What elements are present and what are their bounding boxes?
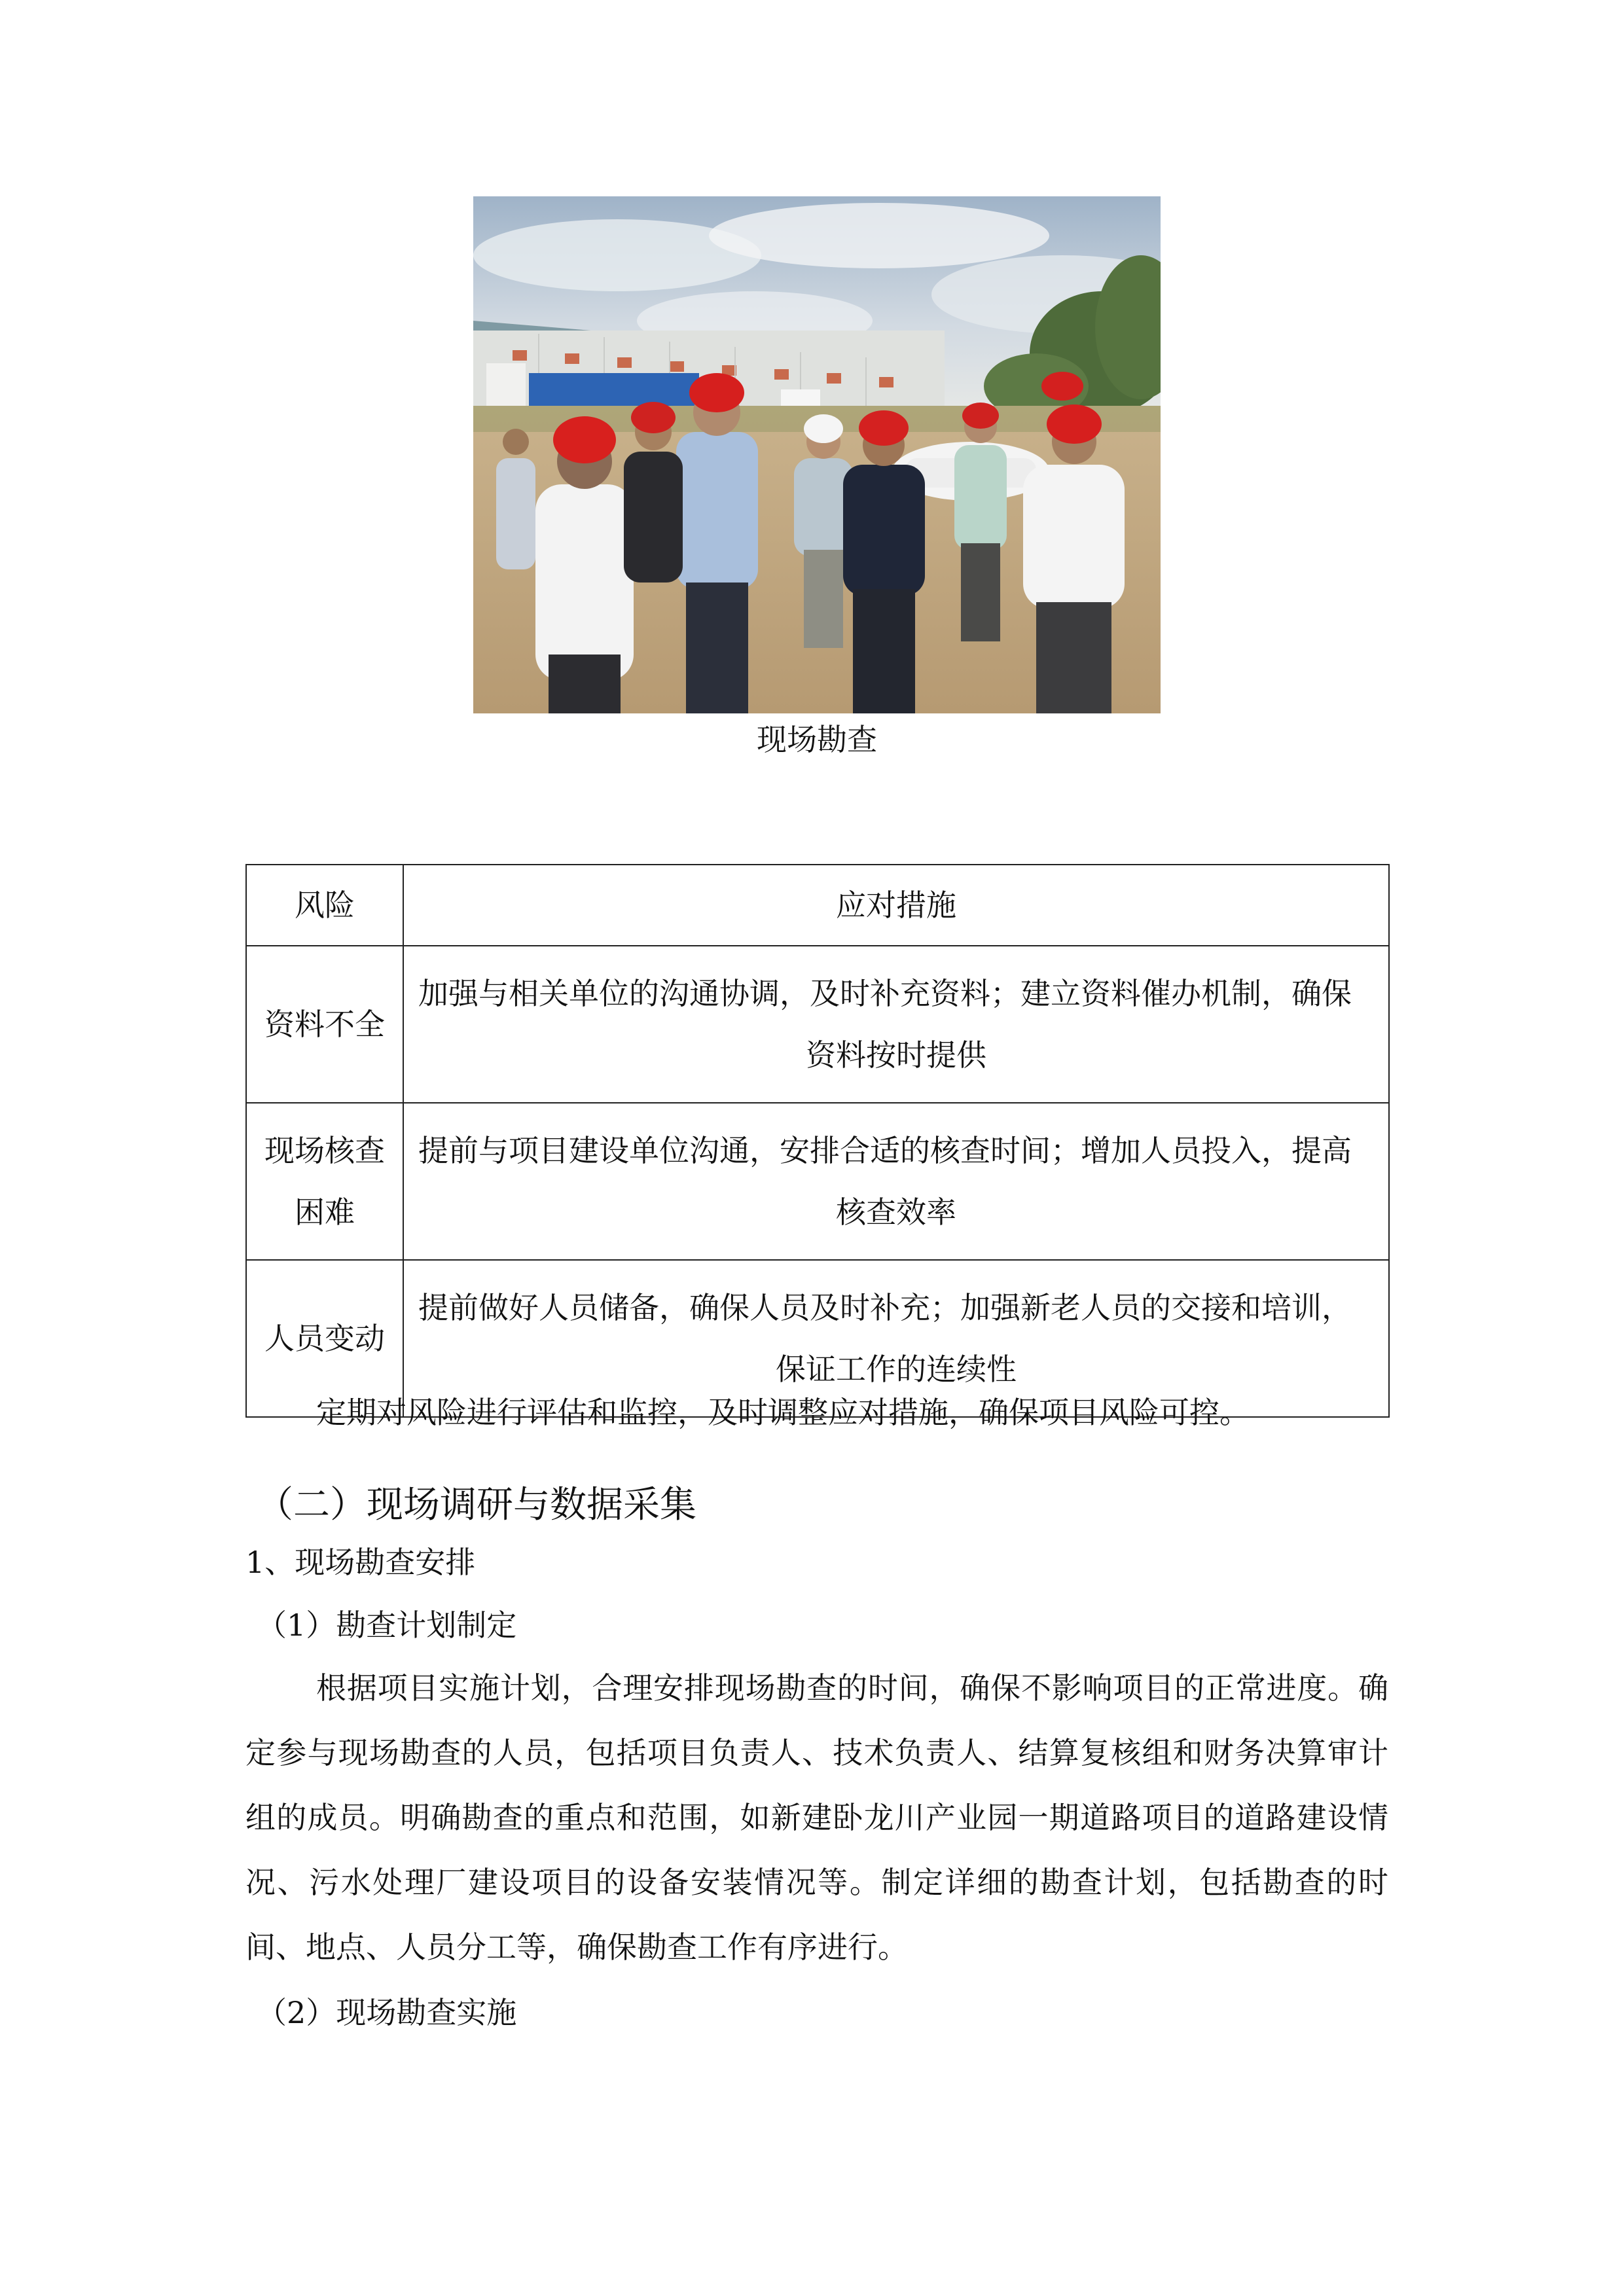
measure-cell: 提前与项目建设单位沟通，安排合适的核查时间；增加人员投入，提高核查效率: [403, 1103, 1389, 1260]
table-row: [246, 946, 1389, 1103]
body-paragraph: 根据项目实施计划，合理安排现场勘查的时间，确保不影响项目的正常进度。确定参与现场勘查的人员，包括项目负责人、技术负责人、结算复核组和财务决算审计组的成员。明确勘查的重点和范围，如新建卧龙川产业园一期道路项目的道路建设情况、污水处理厂建设项目的设备安装情况等。制定详细的勘查计划，包括勘查的时间、地点、人员分工等，确保勘查工作有序进行。: [245, 1670, 1388, 1965]
header-risk: 风险: [246, 865, 403, 946]
risk-cell: 资料不全: [246, 946, 403, 1103]
measure-cell: 提前做好人员储备，确保人员及时补充；加强新老人员的交接和培训，保证工作的连续性: [403, 1260, 1389, 1417]
risk-cell: 人员变动: [246, 1260, 403, 1417]
section-heading: （二）现场调研与数据采集: [257, 1484, 696, 1526]
table-row: [246, 1103, 1389, 1260]
risk-summary-paragraph: 定期对风险进行评估和监控，及时调整应对措施，确保项目风险可控。: [316, 1395, 1250, 1430]
site-inspection-photo: [473, 196, 1161, 713]
risk-table: [245, 864, 1390, 1418]
risk-cell: 现场核查困难: [246, 1103, 403, 1260]
photo-caption: 现场勘查: [757, 722, 877, 757]
measure-cell: 加强与相关单位的沟通协调，及时补充资料；建立资料催办机制，确保资料按时提供: [403, 946, 1389, 1103]
table-header-row: [246, 865, 1389, 946]
subsection-heading: 1、现场勘查安排: [245, 1545, 476, 1580]
item-heading: （2）现场勘查实施: [257, 1995, 517, 2030]
header-measure: 应对措施: [403, 865, 1389, 946]
item-heading: （1）勘查计划制定: [257, 1607, 517, 1643]
